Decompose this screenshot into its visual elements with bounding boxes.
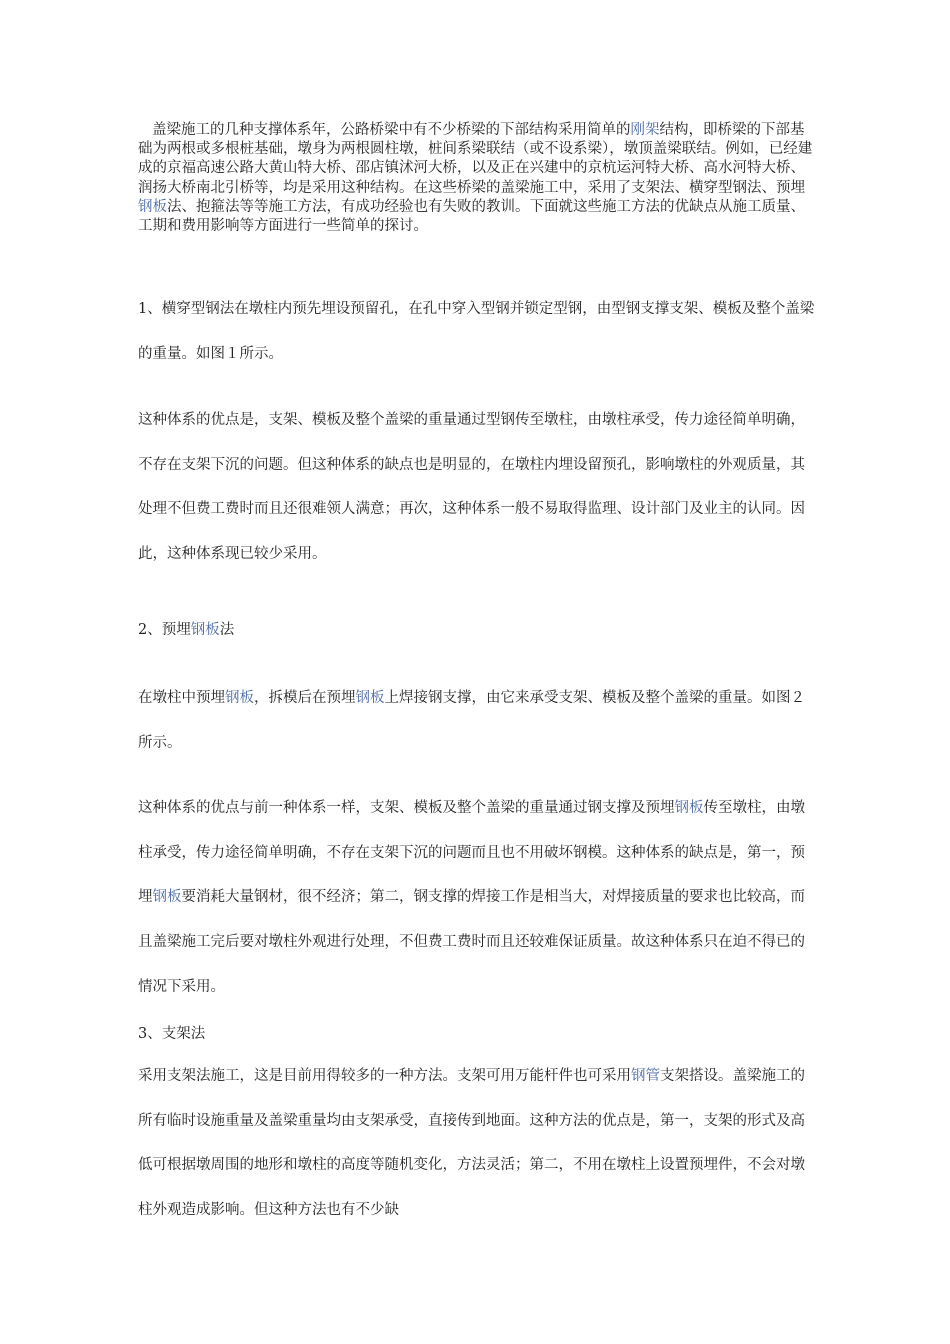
link-gangban[interactable]: 钢板: [152, 889, 182, 906]
section2-method-paragraph: [138, 676, 818, 765]
section2-evaluation-paragraph: [138, 786, 818, 1010]
link-gangban[interactable]: 钢板: [355, 690, 385, 706]
text-span: 传至墩柱，由墩柱承受，传力途径简单明确，不存在支架下沉的问题而且也不用破坏钢模。这种体系的缺点是，第一，预埋: [138, 800, 805, 906]
section3-heading: 3、支架法: [138, 1026, 206, 1042]
section2-heading: [138, 620, 234, 640]
link-gangban[interactable]: 钢板: [674, 800, 704, 816]
text-span: ，拆模后在预埋: [254, 690, 356, 706]
text-span: 采用支架法施工，这是目前用得较多的一种方法。支架可用万能杆件也可采用: [138, 1068, 631, 1084]
text-span: 上焊接钢支撑，由它来承受支架、模板及整个盖梁的重量。如图２所示。: [138, 690, 805, 751]
intro-text-3: 法、抱箍法等等施工方法，有成功经验也有失败的教训。下面就这些施工方法的优缺点从施工质量、工期和费用影响等方面进行一些简单的探讨。: [138, 198, 805, 235]
link-gangban[interactable]: 钢板: [138, 198, 167, 215]
section2-heading-prefix: 2、预埋: [138, 622, 191, 638]
intro-paragraph: [138, 121, 818, 236]
text-span: 在墩柱中预埋: [138, 690, 225, 706]
section1-method-paragraph: 1、横穿型钢法在墩柱内预先埋设预留孔，在孔中穿入型钢并锁定型钢，由型钢支撑支架、模板及整个盖梁的重量。如图１所示。: [138, 301, 815, 362]
intro-text-1: 盖梁施工的几种支撑体系年，公路桥梁中有不少桥梁的下部结构采用简单的: [152, 122, 631, 138]
link-gangguan[interactable]: 钢管: [631, 1068, 660, 1084]
section3-paragraph: [138, 1054, 818, 1233]
section2-heading-suffix: 法: [219, 622, 235, 638]
link-gangban[interactable]: 钢板: [225, 690, 254, 706]
text-span: 这种体系的优点与前一种体系一样，支架、模板及整个盖梁的重量通过钢支撑及预埋: [138, 800, 675, 816]
intro-text-2: 结构，即桥梁的下部基础为两根或多根桩基础，墩身为两根圆柱墩，桩间系梁联结（或不设系梁），墩顶盖梁联结。例如，已经建成的京福高速公路大黄山特大桥、邵店镇沭河大桥，以及正在兴建中的京杭运河特大桥、高水河特大桥、润扬大桥南北引桥等，均是采用这种结构。在这些桥梁的盖梁施工中，采用了支架法、横穿型钢法、预埋: [138, 122, 813, 196]
text-span: 要消耗大量钢材，很不经济；第二，钢支撑的焊接工作是相当大，对焊接质量的要求也比较高，而且盖梁施工完后要对墩柱外观进行处理，不但费工费时而且还较难保证质量。故这种体系只在迫不得已的情况下采用。: [138, 889, 805, 995]
link-gangjia[interactable]: 刚架: [630, 122, 660, 138]
link-gangban[interactable]: 钢板: [190, 622, 220, 638]
text-span: 支架搭设。盖梁施工的所有临时设施重量及盖梁重量均由支架承受，直接传到地面。这种方法的优点是，第一，支架的形式及高低可根据墩周围的地形和墩柱的高度等随机变化，方法灵活；第二，不用在墩柱上设置预埋件，不会对墩柱外观造成影响。但这种方法也有不少缺: [138, 1068, 805, 1219]
section1-evaluation-paragraph: 这种体系的优点是，支架、模板及整个盖梁的重量通过型钢传至墩柱，由墩柱承受，传力途径简单明确，不存在支架下沉的问题。但这种体系的缺点也是明显的，在墩柱内埋设留预孔，影响墩柱的外观质量，其处理不但费工费时而且还很难领人满意；再次，这种体系一般不易取得监理、设计部门及业主的认同。因此，这种体系现已较少采用。: [138, 412, 805, 563]
